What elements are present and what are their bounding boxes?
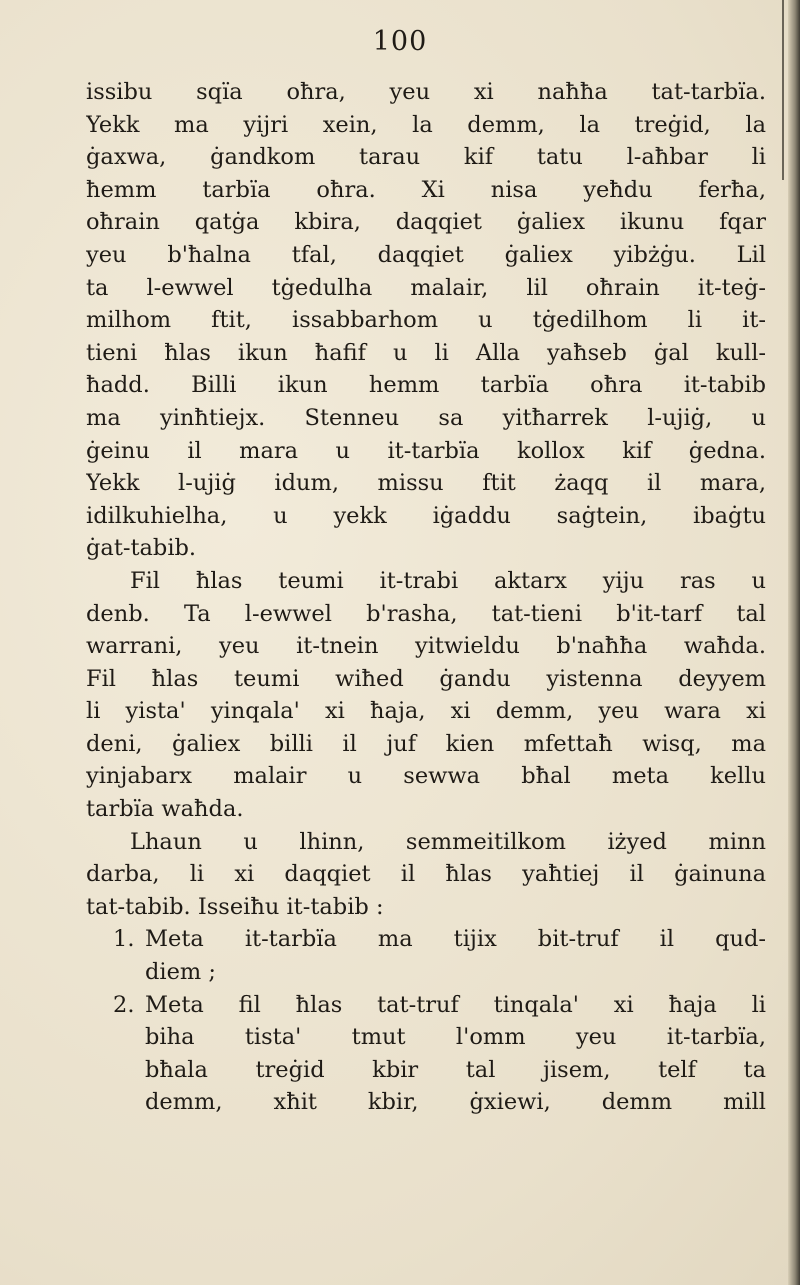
text-line: yeu b'ħalna tfal, daqqiet ġaliex yibżġu. Lil (86, 241, 766, 268)
text-line: ħemm tarbïa oħra. Xi nisa yeħdu ferħa, (86, 176, 766, 203)
text-line: milhom ftit, issabbarhom u tġedilhom li it- (86, 307, 766, 334)
list-number: 1. (113, 926, 135, 953)
text-line: Yekk ma yijri xein, la demm, la treġid, la (86, 111, 766, 138)
list-item-2 (86, 989, 766, 1119)
list-number: 2. (113, 991, 135, 1018)
text-line: Fil ħlas teumi wiħed ġandu yistenna deyyem (86, 665, 766, 692)
numbered-list (86, 923, 766, 1119)
text-line: Fil ħlas teumi it-trabi aktarx yiju ras u (130, 567, 766, 594)
list-item-text: Meta it-tarbïa ma tijix bit-truf il qud- (145, 926, 766, 953)
text-line: ġaxwa, ġandkom tarau kif tatu l-aħbar li (86, 144, 766, 171)
page-number: 100 (372, 26, 428, 57)
list-item-1 (86, 923, 766, 988)
page-edge (788, 0, 800, 1285)
text-line: Yekk l-ujiġ idum, missu ftit żaqq il mara, (86, 470, 766, 497)
body-text (86, 76, 766, 1119)
text-line: li yista' yinqala' xi ħaja, xi demm, yeu wara xi (86, 698, 766, 725)
text-line: denb. Ta l-ewwel b'rasha, tat-tieni b'it-tarf tal (86, 600, 766, 627)
text-line: tarbïa waħda. (86, 796, 244, 823)
text-line: deni, ġaliex billi il juf kien mfettaħ wisq, ma (86, 730, 766, 757)
text-line: issibu sqïa oħra, yeu xi naħħa tat-tarbïa. (86, 79, 766, 105)
text-line: diem ; (145, 959, 216, 986)
paragraph-1 (86, 76, 766, 565)
list-item-first-line (86, 923, 766, 956)
paragraph-2 (86, 565, 766, 826)
list-item-first-line (86, 989, 766, 1022)
text-line: biha tista' tmut l'omm yeu it-tarbïa, (145, 1024, 766, 1051)
text-line: tat-tabib. Isseiħu it-tabib : (86, 893, 384, 920)
text-line: oħrain qatġa kbira, daqqiet ġaliex ikunu fqar (86, 209, 766, 236)
list-item-text: Meta fil ħlas tat-truf tinqala' xi ħaja li (145, 991, 766, 1018)
text-line: bħala treġid kbir tal jisem, telf ta (145, 1056, 766, 1083)
paragraph-3 (86, 826, 766, 924)
text-line: ma yinħtiejx. Stenneu sa yitħarrek l-ujiġ, u (86, 404, 766, 431)
text-line: tieni ħlas ikun ħafif u li Alla yaħseb ġal kull- (86, 339, 766, 366)
text-line: Lhaun u lhinn, semmeitilkom iżyed minn (130, 828, 766, 855)
text-line: ta l-ewwel tġedulha malair, lil oħrain it-teġ- (86, 274, 766, 301)
text-line: idilkuhielha, u yekk iġaddu saġtein, ibaġtu (86, 502, 766, 529)
text-line: darba, li xi daqqiet il ħlas yaħtiej il ġainuna (86, 861, 766, 888)
text-line: warrani, yeu it-tnein yitwieldu b'naħħa waħda. (86, 633, 766, 660)
text-line: ġeinu il mara u it-tarbïa kollox kif ġedna. (86, 437, 766, 464)
text-line: ġat-tabib. (86, 535, 197, 562)
text-line: yinjabarx malair u sewwa bħal meta kellu (86, 763, 766, 790)
text-line: demm, xħit kbir, ġxiewi, demm mill (145, 1089, 766, 1116)
text-line: ħadd. Billi ikun hemm tarbïa oħra it-tabib (86, 372, 766, 399)
